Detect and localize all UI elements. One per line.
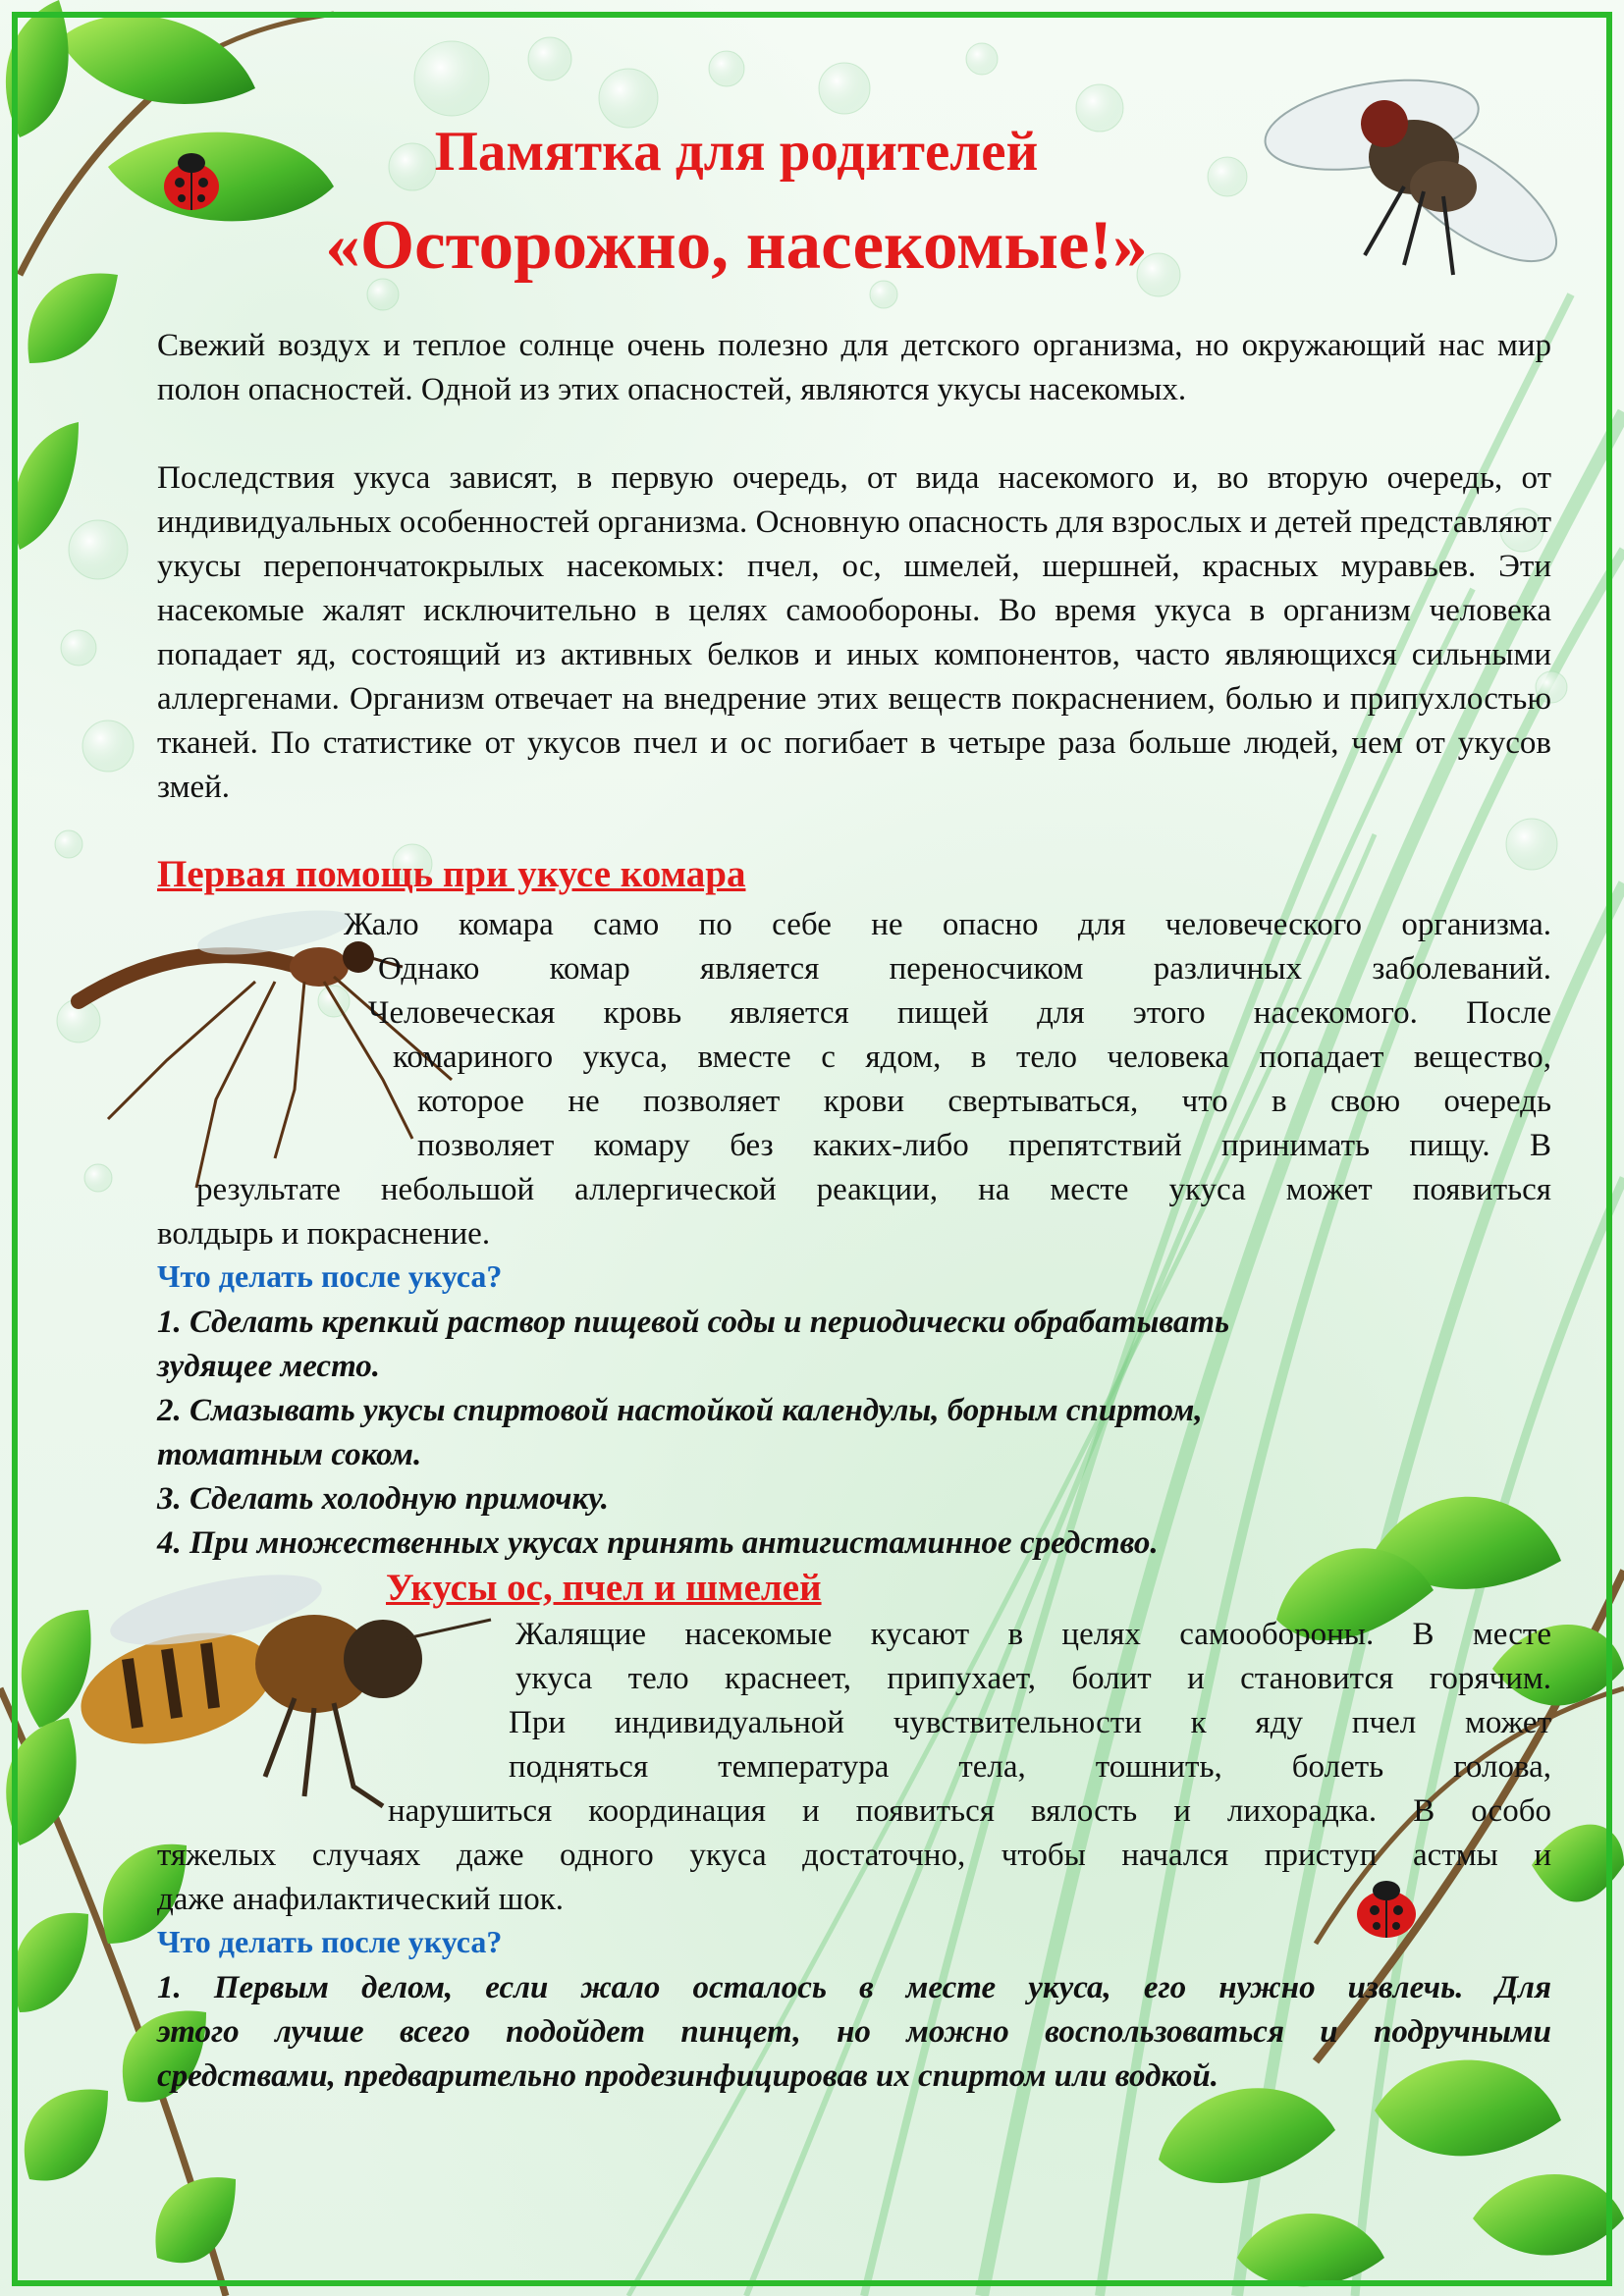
wasps-step: этого лучше всего подойдет пинцет, но можно воспользоваться и подручными xyxy=(157,2014,1551,2050)
wasps-question: Что делать после укуса? xyxy=(157,1924,503,1959)
mosquito-heading: Первая помощь при укусе комара xyxy=(157,853,746,895)
mosquito-step: 3. Сделать холодную примочку. xyxy=(157,1481,610,1517)
mosquito-step: 2. Смазывать укусы спиртовой настойкой календулы, борным спиртом, xyxy=(157,1393,1203,1428)
intro-paragraph-1: Свежий воздух и теплое солнце очень полезно для детского организма, но окружающий нас мир полон опасностей. Одной из этих опасностей, являются укусы насекомых. xyxy=(157,328,1551,407)
mosquito-line: Человеческая кровь является пищей для этого насекомого. После xyxy=(368,995,1551,1031)
wasps-line: укуса тело краснеет, припухает, болит и становится горячим. xyxy=(515,1661,1551,1696)
wasps-line: тяжелых случаях даже одного укуса достаточно, чтобы начался приступ астмы и xyxy=(157,1838,1551,1873)
wasps-step: средствами, предварительно продезинфицировав их спиртом или водкой. xyxy=(157,2058,1219,2094)
mosquito-step: 1. Сделать крепкий раствор пищевой соды и периодически обрабатывать xyxy=(157,1305,1230,1340)
mosquito-step: 4. При множественных укусах принять антигистаминное средство. xyxy=(157,1525,1159,1561)
wasps-line: При индивидуальной чувствительности к яду пчел может xyxy=(509,1705,1551,1740)
mosquito-line: позволяет комару без каких-либо препятствий принимать пищу. В xyxy=(417,1128,1551,1163)
title-line-1: Памятка для родителей xyxy=(434,121,1039,183)
wasps-heading: Укусы ос, пчел и шмелей xyxy=(386,1567,822,1609)
mosquito-line: комариного укуса, вместе с ядом, в тело человека попадает вещество, xyxy=(393,1040,1551,1075)
mosquito-line: которое не позволяет крови свертываться, что в свою очередь xyxy=(417,1084,1551,1119)
mosquito-question: Что делать после укуса? xyxy=(157,1258,503,1294)
mosquito-step: томатным соком. xyxy=(157,1437,422,1472)
mosquito-line: волдырь и покраснение. xyxy=(157,1216,491,1252)
wasps-line: даже анафилактический шок. xyxy=(157,1882,564,1917)
intro-paragraph-2: Последствия укуса зависят, в первую очередь, от вида насекомого и, во вторую очередь, от индивидуальных особенностей организма. Основную опасность для взрослых и детей представляют укусы перепончатокрылых насекомых: пчел, ос, шмелей, шершней, красных муравьев. Эти насекомые жалят исключительно в целях самообороны. Во время укуса в организм человека попадает яд, состоящий из активных белков и иных компонентов, часто являющихся сильными аллергенами. Организм отвечает на внедрение этих веществ покраснением, болью и припухлостью тканей. По статистике от укусов пчел и ос погибает в четыре раза больше людей, чем от укусов змей. xyxy=(157,460,1551,805)
mosquito-step: зудящее место. xyxy=(157,1349,381,1384)
mosquito-line: Жало комара само по себе не опасно для человеческого организма. xyxy=(344,907,1551,942)
mosquito-line: результате небольшой аллергической реакции, на месте укуса может появиться xyxy=(196,1172,1551,1207)
mosquito-line: Однако комар является переносчиком различных заболеваний. xyxy=(378,951,1551,987)
wasps-line: подняться температура тела, тошнить, болеть голова, xyxy=(509,1749,1551,1785)
wasps-line: Жалящие насекомые кусают в целях самообороны. В месте xyxy=(515,1617,1551,1652)
wasps-step: 1. Первым делом, если жало осталось в месте укуса, его нужно извлечь. Для xyxy=(157,1970,1551,2005)
title-line-2: «Осторожно, насекомые!» xyxy=(325,207,1148,284)
wasps-line: нарушиться координация и появиться вялость и лихорадка. В особо xyxy=(388,1793,1551,1829)
